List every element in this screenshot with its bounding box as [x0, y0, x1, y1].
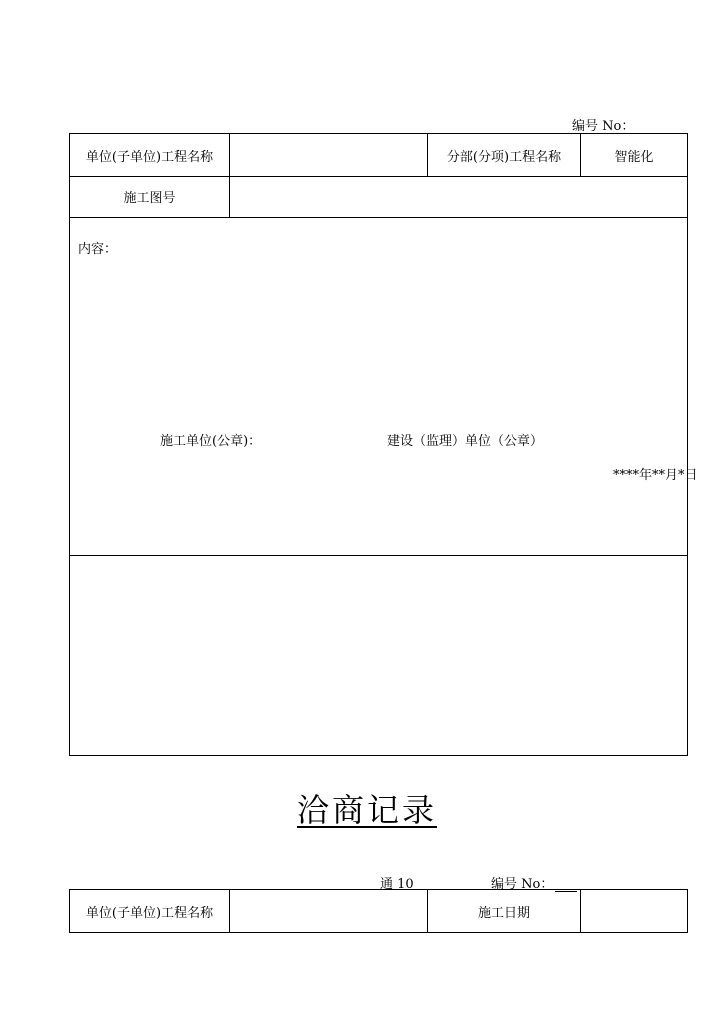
construction-date-value[interactable] — [581, 890, 687, 932]
document-title-text: 洽商记录 — [296, 791, 437, 829]
serial-number-label: 编号 No： — [572, 119, 635, 134]
construction-date-label: 施工日期 — [428, 890, 581, 932]
content-block — [70, 218, 687, 556]
record-table — [69, 133, 698, 756]
second-serial-label: 编号 No： — [491, 877, 554, 892]
content-label: 内容： — [78, 242, 118, 257]
remarks-block[interactable] — [70, 556, 687, 755]
subproject-value[interactable]: 智能化 — [614, 149, 654, 165]
supervision-unit-seal: 建设（监理）单位（公章） — [387, 434, 544, 449]
second-unit-project-value[interactable] — [230, 890, 428, 932]
project-name-row — [70, 134, 687, 177]
second-unit-project-label: 单位(子单位)工程名称 — [70, 890, 230, 932]
seal-date: ****年**月*日 — [613, 468, 698, 483]
unit-project-value[interactable] — [230, 134, 428, 176]
drawing-number-label: 施工图号 — [70, 176, 230, 217]
document-title — [0, 785, 724, 831]
drawing-number-value[interactable] — [230, 176, 687, 217]
subproject-label: 分部(分项)工程名称 — [428, 134, 581, 176]
construction-unit-seal: 施工单位(公章)： — [160, 434, 262, 449]
form-code: 通 10 — [380, 877, 414, 892]
drawing-number-row — [70, 176, 687, 218]
unit-project-label: 单位(子单位)工程名称 — [70, 134, 230, 176]
second-record-table — [69, 889, 688, 933]
